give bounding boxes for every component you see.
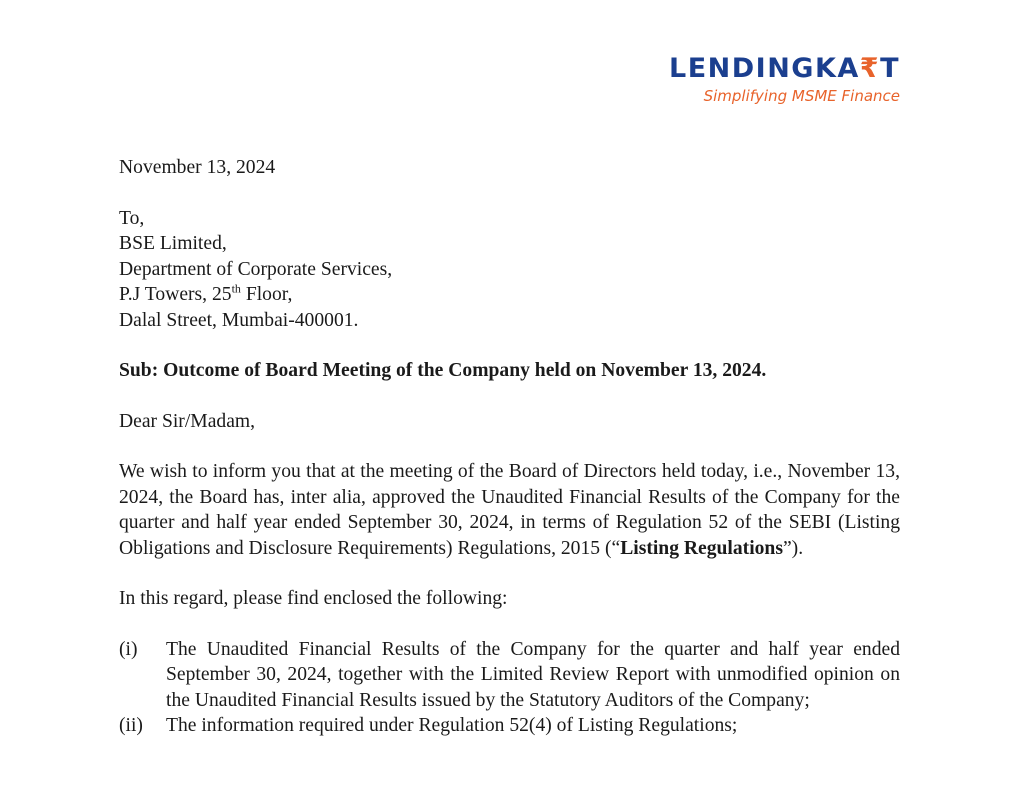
enclosure-item-text: The information required under Regulation 52(4) of Listing Regulations;: [166, 715, 738, 736]
recipient-address: [119, 206, 900, 334]
address-line-3-sup: th: [231, 281, 241, 296]
enclosures-intro: In this regard, please find enclosed the following:: [119, 588, 508, 609]
address-to: To,: [119, 207, 145, 229]
company-logo: [669, 52, 900, 106]
listing-regulations-term: Listing Regulations: [620, 537, 783, 559]
letter-body: [119, 155, 900, 739]
address-line-1: BSE Limited,: [119, 233, 227, 254]
letter-salutation: Dear Sir/Madam,: [119, 410, 256, 432]
main-paragraph-text: We wish to inform you that at the meeting of the Board of Directors held today, i.e., November 13, 2024, the Board has, inter alia, approved the Unaudited Financial Results of the Company for the quarter and half year ended September 30, 2024, in terms of Regulation 52 of the SEBI (Listing Obligations and Disclosure Requirements) Regulations, 2015 (“: [119, 461, 900, 559]
letter-date: November 13, 2024: [119, 157, 276, 178]
logo-name-end: T: [880, 53, 900, 84]
main-paragraph-end: ”).: [782, 537, 804, 559]
letter-main-paragraph: [119, 459, 900, 561]
address-line-4: Dalal Street, Mumbai-400001.: [119, 309, 359, 331]
logo-rupee-glyph: ₹: [859, 53, 881, 84]
logo-name-main: LENDINGKA: [669, 53, 860, 84]
address-line-3-post: Floor,: [240, 284, 293, 305]
enclosure-item: [119, 637, 900, 714]
address-line-2: Department of Corporate Services,: [119, 258, 393, 280]
enclosure-item-number: (ii): [119, 715, 143, 736]
enclosure-item-number: (i): [119, 638, 138, 660]
letter-subject: Sub: Outcome of Board Meeting of the Company held on November 13, 2024.: [119, 360, 767, 381]
enclosure-item: [119, 713, 900, 739]
address-line-3-pre: P.J Towers, 25: [119, 284, 232, 305]
address-line-3: [119, 282, 900, 308]
logo-tagline: Simplifying MSME Finance: [703, 87, 900, 105]
enclosure-item-text: The Unaudited Financial Results of the Company for the quarter and half year ended September 30, 2024, together with the Limited Review Report with unmodified opinion on the Unaudited Financial Results issued by the Statutory Auditors of the Company;: [166, 638, 900, 711]
logo-wordmark: [669, 52, 900, 86]
